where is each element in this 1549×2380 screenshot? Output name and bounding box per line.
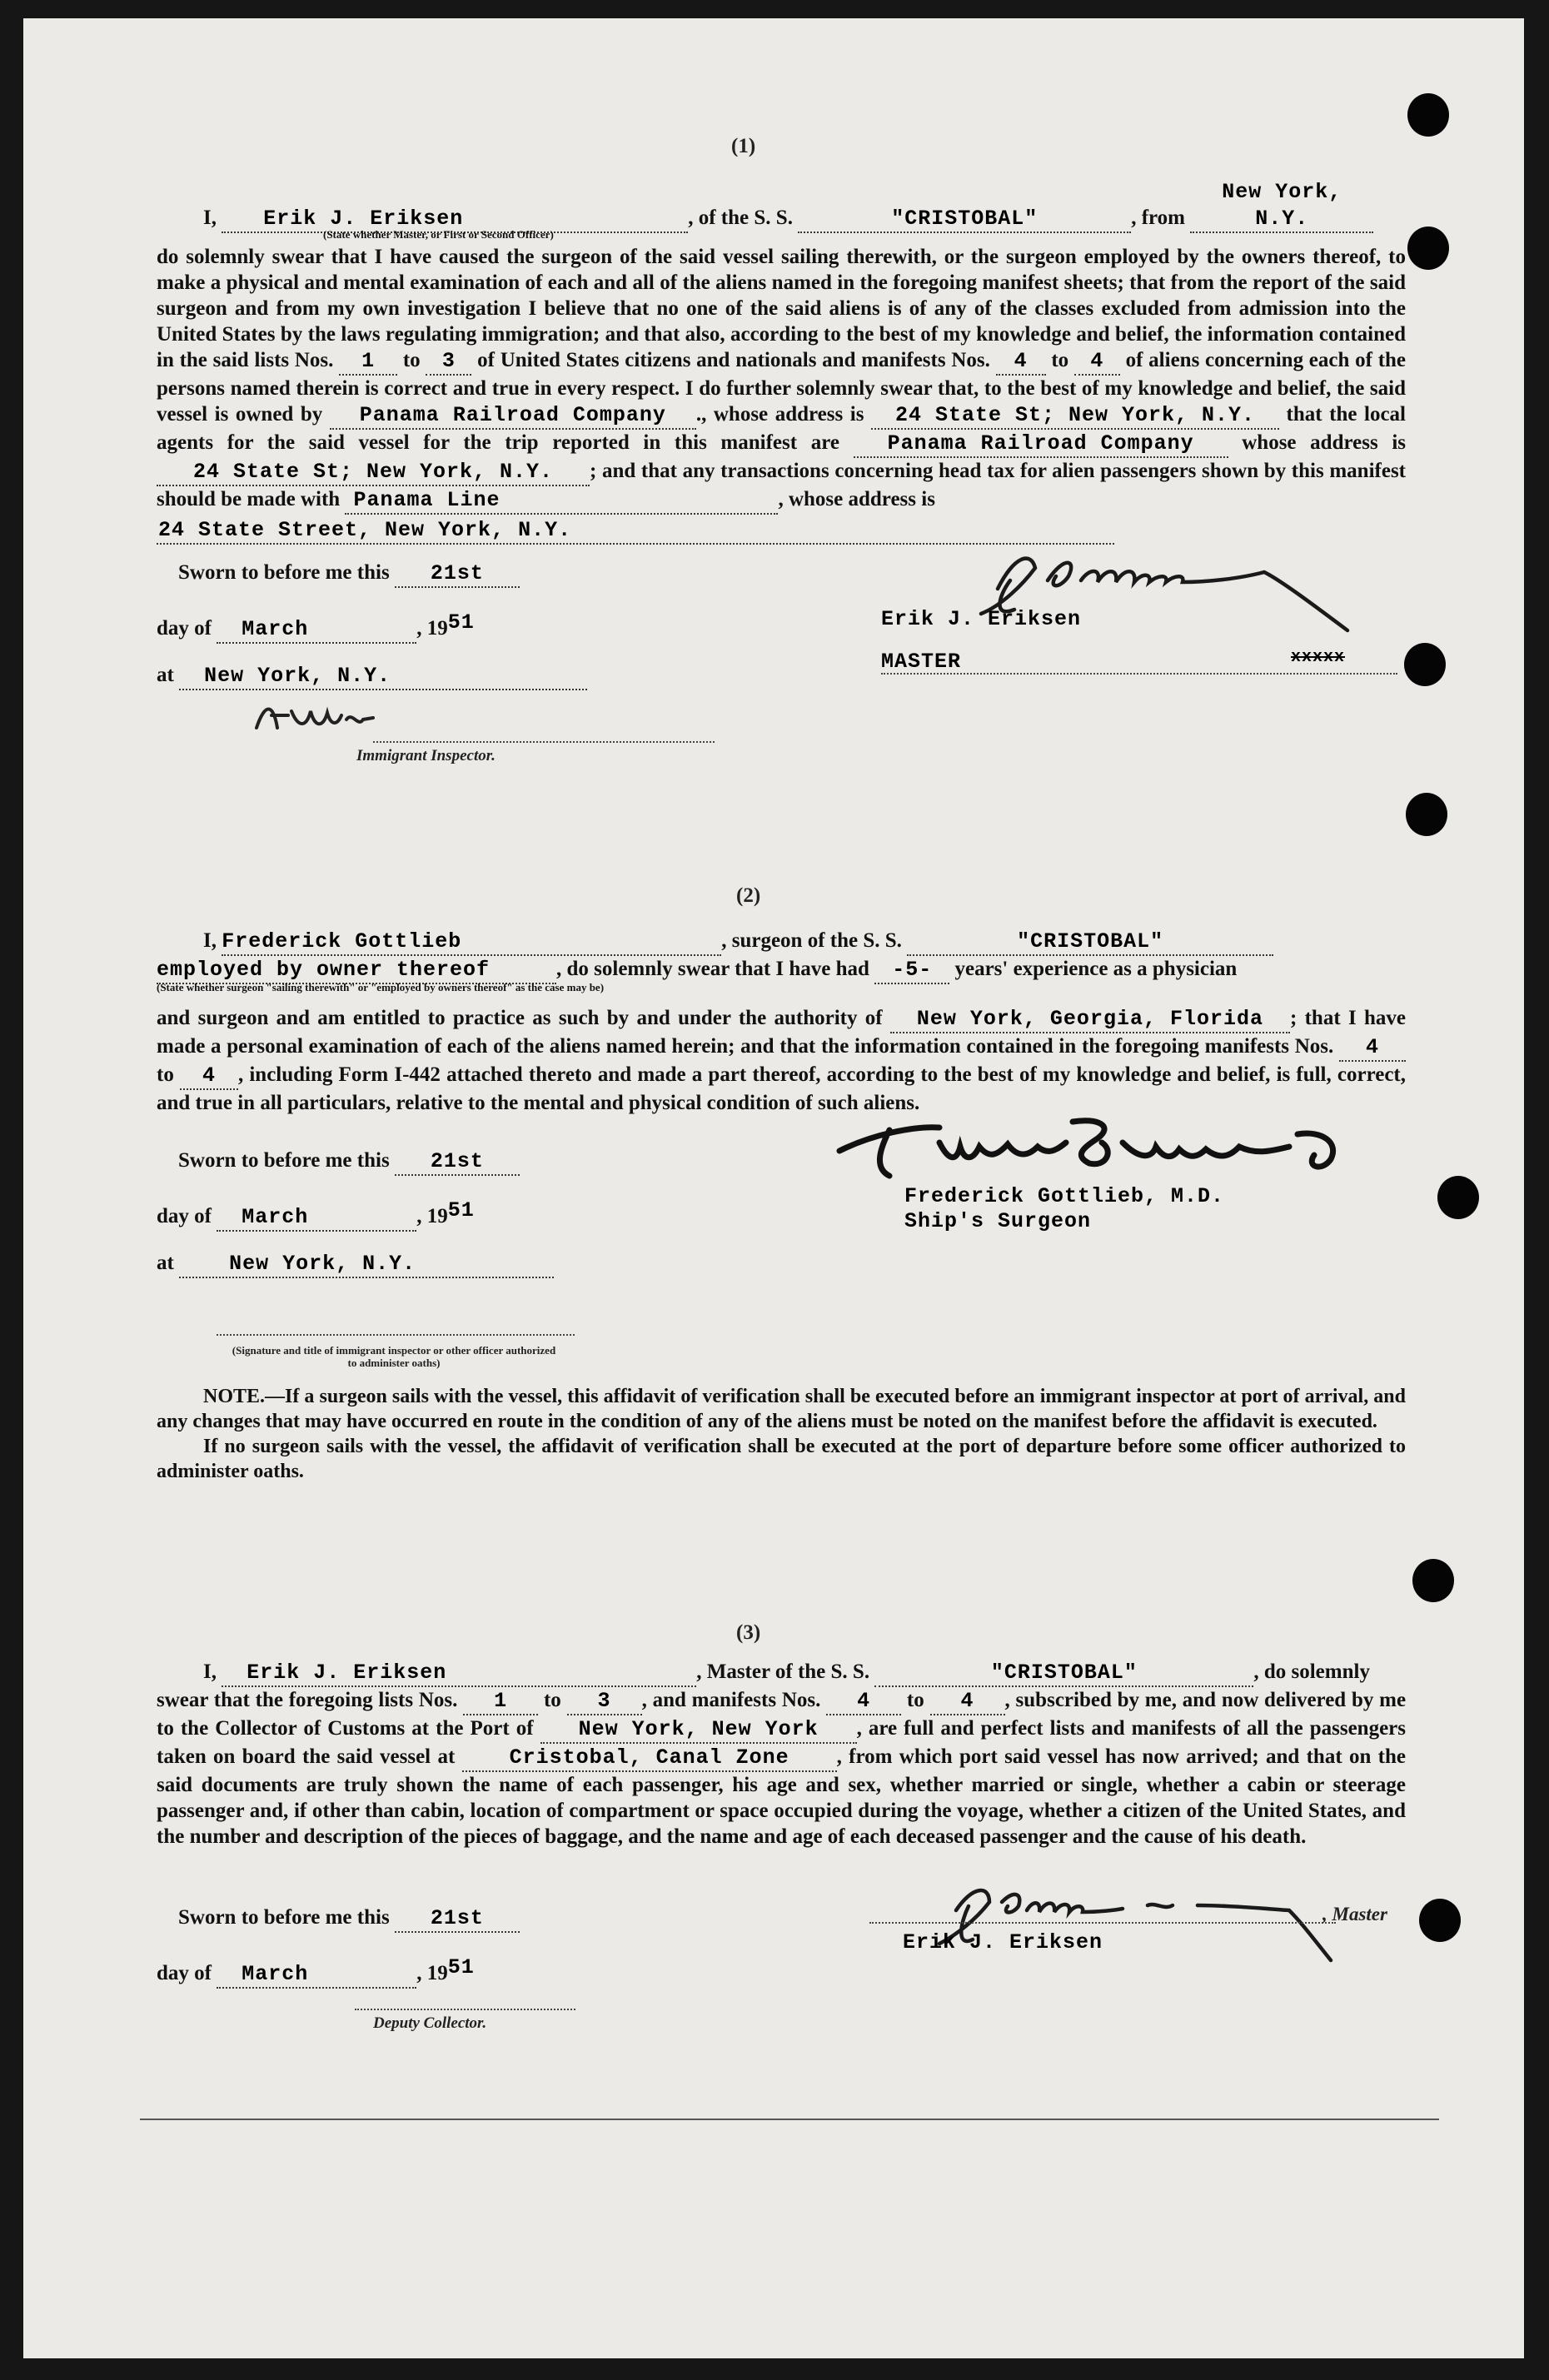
- at-label: at: [157, 1252, 174, 1274]
- document-page: [23, 18, 1524, 2358]
- master-text-2: , and manifests Nos.: [641, 1689, 821, 1711]
- manifests-from: 4: [1365, 1035, 1379, 1059]
- lists-from: 1: [494, 1689, 508, 1713]
- swear-text: , do solemnly swear that I have had: [556, 958, 869, 980]
- officer-caption: (State whether Master, or First or Second Officer): [323, 228, 554, 241]
- section-1-heading: (1): [731, 135, 756, 157]
- to-label: to: [157, 1063, 174, 1086]
- at-label: at: [157, 664, 174, 686]
- manifests-to: 4: [1090, 349, 1104, 373]
- master-typed-name: Erik J. Eriksen: [881, 607, 1082, 631]
- sworn-day: 21st: [430, 561, 484, 585]
- of-ss-label: , of the S. S.: [688, 207, 793, 229]
- note-text-2: If no surgeon sails with the vessel, the affidavit of verification shall be executed at the port of departure before some officer authorized to administer oaths.: [157, 1436, 1406, 1482]
- sworn-month: March: [242, 1962, 309, 1986]
- master-name: Erik J. Eriksen: [247, 1661, 447, 1685]
- sworn-day: 21st: [430, 1906, 484, 1930]
- master-text-3: , subscribed by me, and now delivered by me to the Collector of Customs at the Port of: [157, 1689, 1407, 1740]
- surgeon-text-3: , including Form I-442 attached thereto and made a part thereof, according to the best of my knowledge and belief, is full, correct, and true in all particulars, relative to the mental and physical condition of such aliens.: [157, 1063, 1406, 1114]
- oath-text-2: of United States citizens and nationals and manifests Nos.: [477, 349, 990, 371]
- bottom-rule: [140, 2119, 1439, 2120]
- boarding-port: Cristobal, Canal Zone: [509, 1745, 789, 1770]
- agents-address: 24 State St; New York, N.Y.: [192, 460, 554, 484]
- to-label: to: [1051, 349, 1069, 371]
- day-of-label: day of: [157, 617, 212, 640]
- years-text: years' experience as a physician: [954, 958, 1238, 980]
- employment-caption: (State whether surgeon "sailing therewith" or "employed by owners thereof" as the case may be): [157, 981, 605, 993]
- oath-text-3: of aliens concerning each of the persons named therein is correct and true in every respect. I do further solemnly swear that, to the best of my knowledge and belief, the said vessel is owned by: [157, 349, 1407, 426]
- surgeon-name: Frederick Gottlieb: [222, 929, 462, 953]
- oath-text-7: , whose address is: [778, 488, 935, 510]
- local-agents: Panama Railroad Company: [887, 431, 1194, 456]
- note-block: [157, 1384, 1406, 1484]
- owner-address: 24 State St; New York, N.Y.: [894, 403, 1256, 427]
- master-text-5: , from which port said vessel has now arrived; and that on the said documents are truly shown the name of each passenger, his age and sex, whether married or single, whether a cabin or steerage passenger and, if other than cabin, location of compartment or space occupied during the voyage, whether a citizen of the United States, and the number and description of the pieces of baggage, and the name and age of each deceased passenger and the cause of his death.: [157, 1745, 1407, 1848]
- sworn-month: March: [242, 617, 309, 641]
- lists-from: 1: [361, 349, 376, 373]
- surgeon-title: Ship's Surgeon: [904, 1209, 1092, 1233]
- punch-hole: [1407, 93, 1449, 137]
- punch-hole: [1407, 227, 1449, 270]
- year-prefix: , 19: [416, 1962, 448, 1984]
- i-label: I,: [203, 207, 217, 229]
- master-text-4: , are full and perfect lists and manifests of all the passengers taken on board the said vessel at: [157, 1717, 1406, 1768]
- master-signature-line: [869, 1922, 1336, 1924]
- year-suffix: 51: [447, 1955, 475, 1979]
- officer-signature-line: [217, 1334, 575, 1336]
- master-of-label: , Master of the S. S.: [696, 1661, 870, 1683]
- manifests-to: 4: [202, 1063, 216, 1088]
- vessel-name: "CRISTOBAL": [990, 1661, 1138, 1685]
- punch-hole: [1419, 1899, 1461, 1942]
- sworn-month: March: [242, 1205, 309, 1229]
- inspector-signature: [248, 695, 431, 744]
- arrival-port: New York, New York: [578, 1717, 819, 1741]
- surgeon-text-1: and surgeon and am entitled to practice as such by and under the authority of: [157, 1007, 883, 1029]
- note-text-1: —If a surgeon sails with the vessel, this affidavit of verification shall be executed before an immigrant inspector at port of arrival, and any changes that may have occurred en route in the condition of any of the aliens must be noted on the manifest before the affidavit is executed.: [157, 1386, 1406, 1432]
- years-experience: -5-: [892, 958, 933, 982]
- oath-text-6: ; and that any transactions concerning head tax for alien passengers shown by this manifest should be made with: [157, 460, 1406, 510]
- sworn-label: Sworn to before me this: [178, 561, 390, 584]
- section-3-body: [157, 1659, 1406, 1850]
- day-of-label: day of: [157, 1962, 212, 1984]
- i-label: I,: [203, 1661, 217, 1683]
- section-2-heading: (2): [736, 884, 761, 907]
- year-prefix: , 19: [416, 617, 448, 640]
- surgeon-typed-name: Frederick Gottlieb, M.D.: [904, 1184, 1225, 1208]
- collector-signature-line: [355, 2009, 575, 2010]
- swear-label: , do solemnly: [1253, 1661, 1370, 1683]
- inspector-signature-line: [373, 741, 715, 743]
- section-3-sworn: [157, 1904, 673, 1989]
- vessel-name: "CRISTOBAL": [891, 207, 1038, 231]
- section-1-sworn: [157, 560, 673, 690]
- oath-text-1: do solemnly swear that I have caused the surgeon of the said vessel sailing therewith, or the surgeon employed by the owners thereof, to make a physical and mental examination of each and all of the aliens named in the foregoing manifest sheets; that from the report of the said surgeon and from my own investigation I believe that no one of the said aliens is of any of the classes excluded from admission into the United States by the laws regulating immigration; and that also, according to the best of my knowledge and belief, the information contained in the said lists Nos.: [157, 246, 1406, 371]
- year-prefix: , 19: [416, 1205, 448, 1227]
- vessel-name: "CRISTOBAL": [1017, 929, 1164, 953]
- section-1-body: [157, 178, 1406, 545]
- sworn-label: Sworn to before me this: [178, 1149, 390, 1172]
- oath-text-4: that the local agents for the said vessel for the trip reported in this manifest are: [157, 403, 1406, 454]
- punch-hole: [1406, 793, 1447, 836]
- master-title: MASTER: [881, 650, 962, 674]
- departure-port: New York, N.Y.: [1222, 180, 1342, 231]
- struck-text: xxxxx: [1291, 648, 1346, 667]
- day-of-label: day of: [157, 1205, 212, 1227]
- section-2-body: [157, 928, 1406, 1116]
- manifests-to: 4: [960, 1689, 974, 1713]
- to-label: to: [402, 349, 421, 371]
- surgeon-employment: employed by owner thereof: [157, 958, 491, 982]
- master-label: , Master: [1322, 1904, 1387, 1924]
- section-3-heading: (3): [736, 1621, 761, 1644]
- master-text-1: swear that the foregoing lists Nos.: [157, 1689, 458, 1711]
- sworn-place: New York, N.Y.: [204, 664, 391, 688]
- vessel-owner: Panama Railroad Company: [359, 403, 666, 427]
- i-label: I,: [203, 929, 217, 952]
- section-2-sworn: [157, 1148, 673, 1278]
- headtax-agent: Panama Line: [353, 488, 501, 512]
- to-label: to: [906, 1689, 924, 1711]
- surgeon-text-2: ; that I have made a personal examination of each of the aliens named herein; and that the information contained in the foregoing manifests Nos.: [157, 1007, 1406, 1058]
- year-suffix: 51: [447, 1198, 475, 1222]
- to-label: to: [543, 1689, 561, 1711]
- manifests-from: 4: [857, 1689, 871, 1713]
- lists-to: 3: [441, 349, 456, 373]
- master-typed-name-2: Erik J. Eriksen: [903, 1930, 1103, 1954]
- master-signature: [964, 539, 1389, 655]
- officer-caption: (Signature and title of immigrant inspector or other officer authorized to administer oaths): [232, 1344, 556, 1369]
- punch-hole: [1404, 643, 1446, 686]
- whose-address-label: ., whose address is: [695, 403, 864, 426]
- lists-to: 3: [597, 1689, 611, 1713]
- headtax-address: 24 State Street, New York, N.Y.: [158, 518, 572, 542]
- officer-name: Erik J. Eriksen: [263, 207, 464, 231]
- note-label: NOTE.: [203, 1386, 266, 1407]
- oath-text-5: whose address is: [1242, 431, 1406, 454]
- collector-caption: Deputy Collector.: [373, 2014, 487, 2032]
- punch-hole: [1412, 1559, 1454, 1602]
- from-label: , from: [1131, 207, 1185, 229]
- sworn-label: Sworn to before me this: [178, 1906, 390, 1929]
- manifests-from: 4: [1014, 349, 1028, 373]
- sworn-place: New York, N.Y.: [229, 1252, 416, 1276]
- license-authority: New York, Georgia, Florida: [916, 1007, 1263, 1031]
- year-suffix: 51: [447, 610, 475, 635]
- master-title-line: [881, 673, 1397, 675]
- surgeon-of-label: , surgeon of the S. S.: [721, 929, 902, 952]
- inspector-caption: Immigrant Inspector.: [356, 747, 496, 764]
- sworn-day: 21st: [430, 1149, 484, 1173]
